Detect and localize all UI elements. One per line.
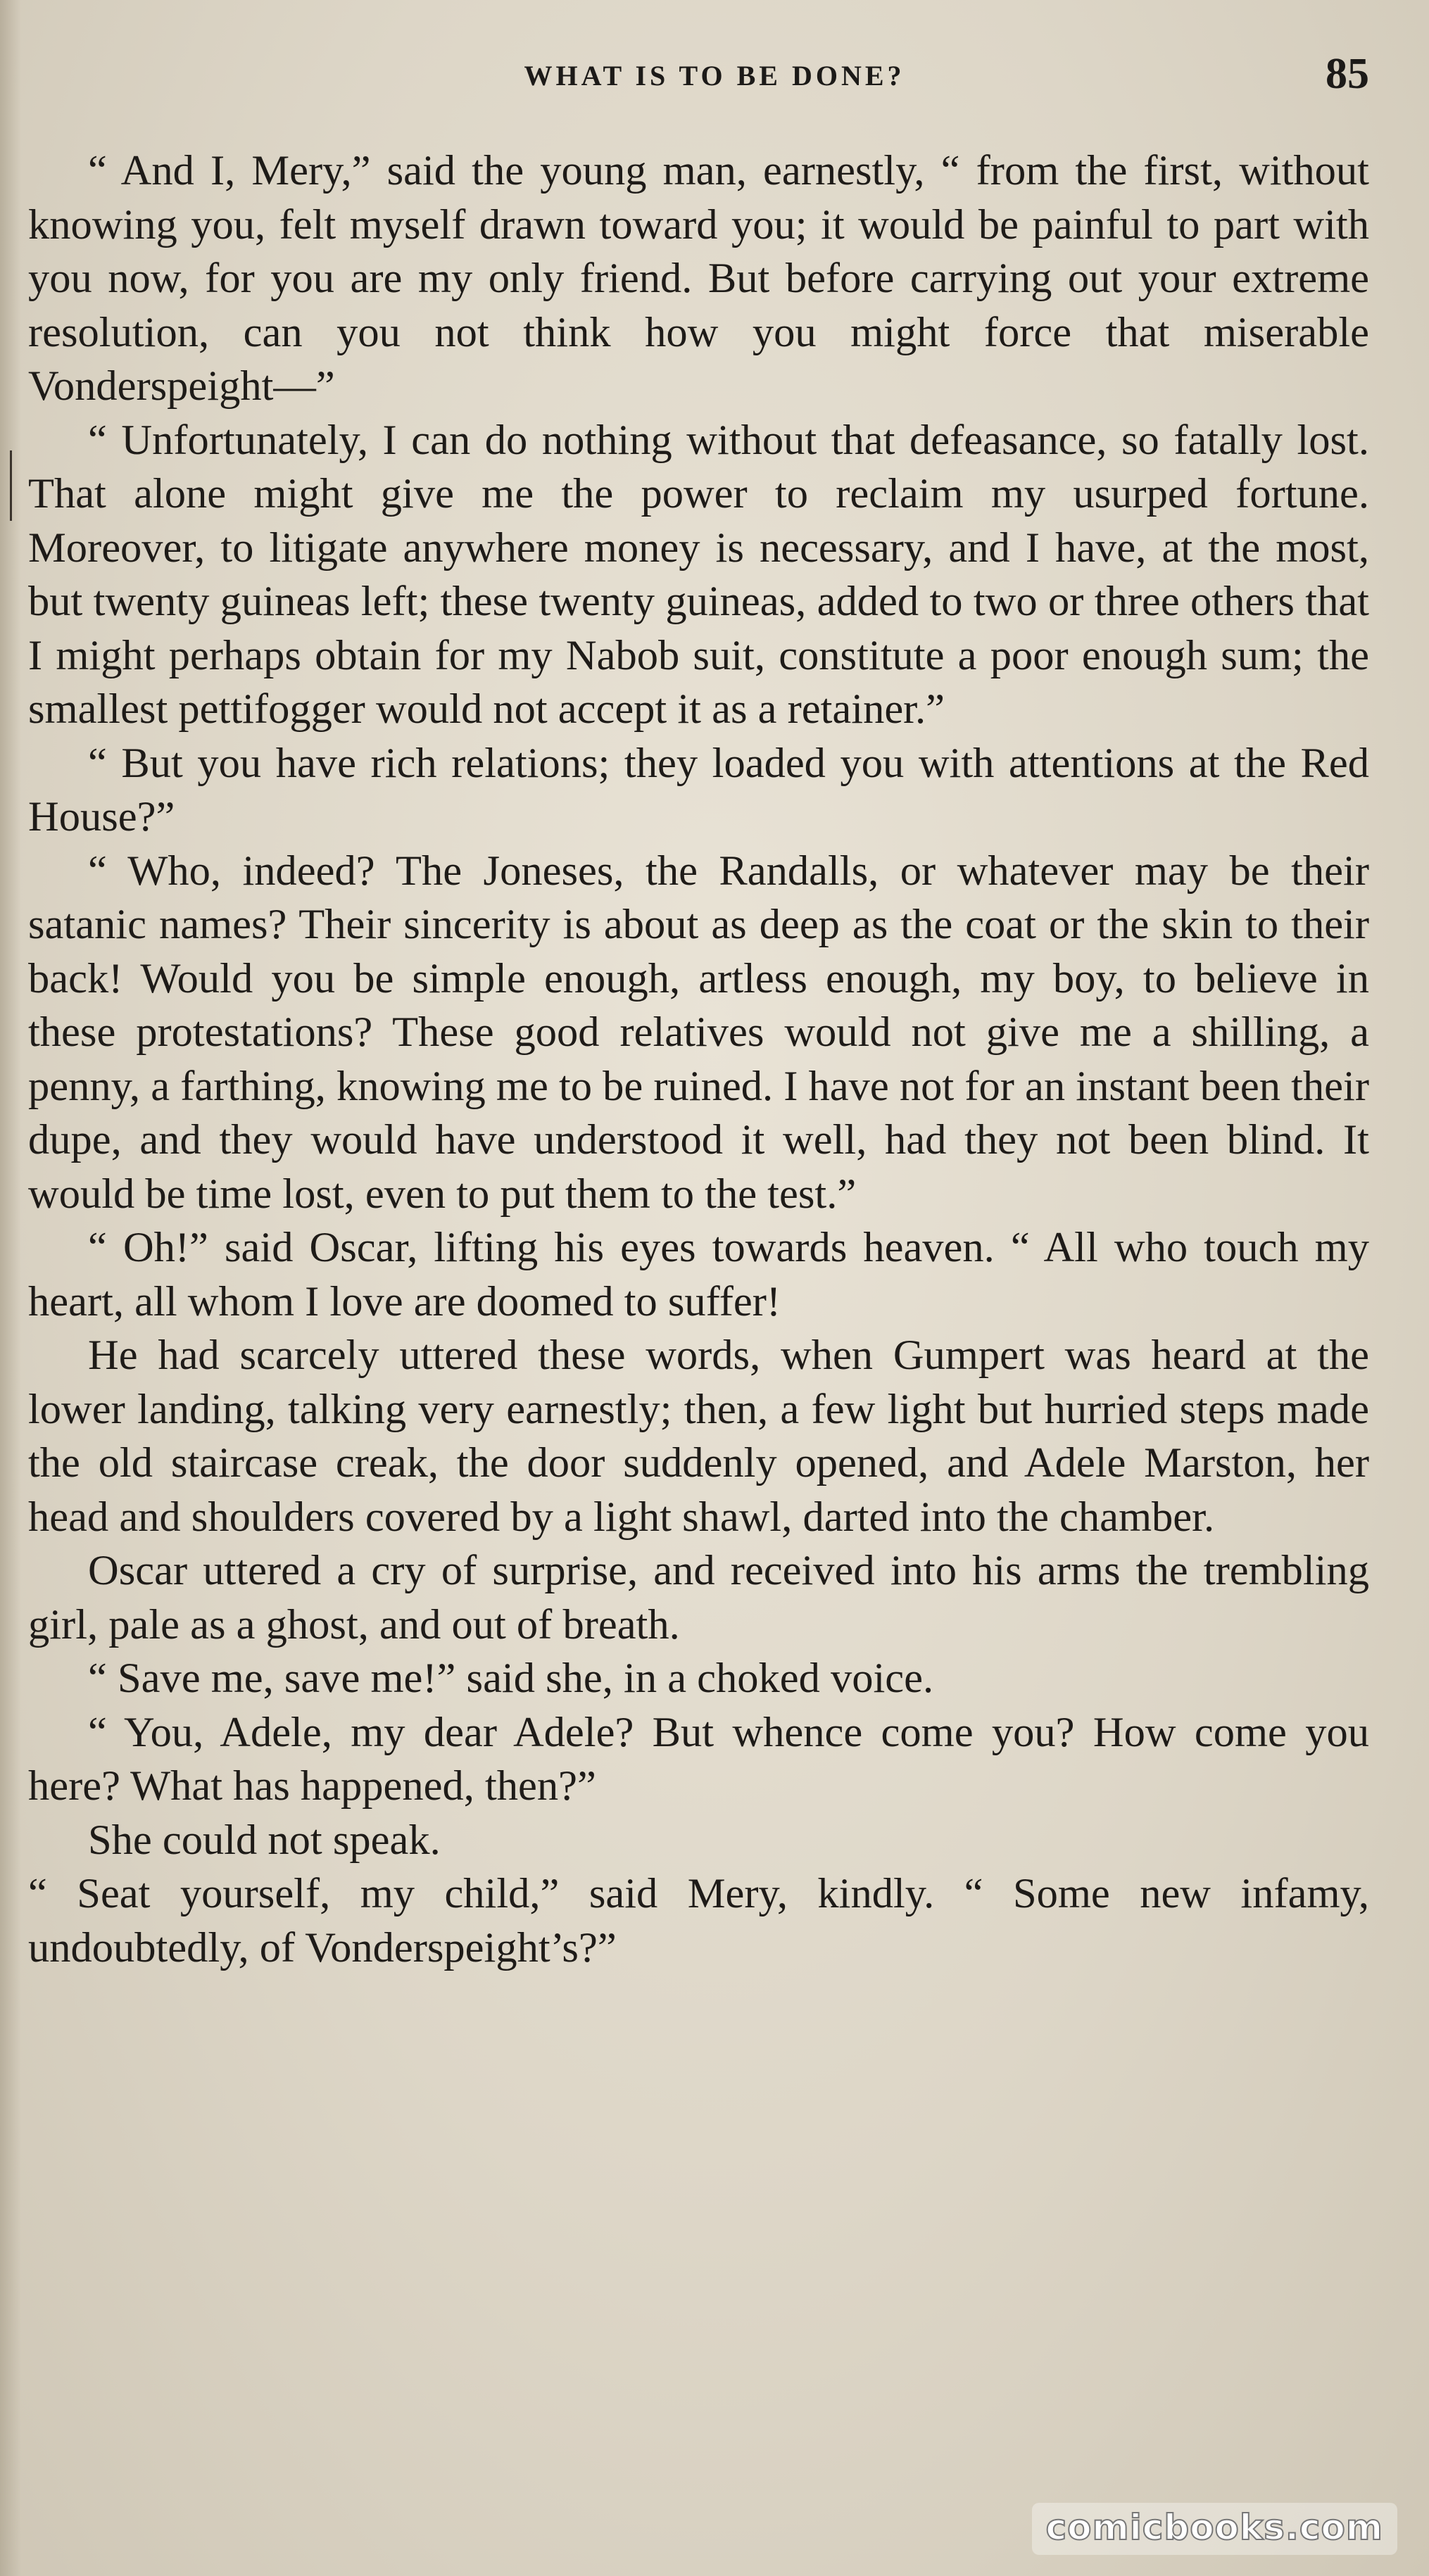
page-header [0, 49, 1429, 120]
paragraph: Oscar uttered a cry of surprise, and received into his arms the trembling girl, pale as a ghost, and out of breath. [28, 1547, 1369, 1648]
paragraph: “ But you have rich relations; they loaded you with attentions at the Red House?” [28, 739, 1369, 840]
page-number: 85 [1326, 50, 1369, 98]
paragraph: “ Who, indeed? The Joneses, the Randalls, or whatever may be their satanic names? Their sincerity is about as deep as the coat or the skin to their back! Would you be simple enough, artless enough, my boy, to believe in these protestations? These good relatives would not give me a shilling, a penny, a farthing, knowing me to be ruined. I have not for an instant been their dupe, and they would have understood it well, had they not been blind. It would be time lost, even to put them to the test.” [28, 847, 1369, 1218]
paragraph: “ Oh!” said Oscar, lifting his eyes towards heaven. “ All who touch my heart, all whom I love are doomed to suffer! [28, 1224, 1369, 1325]
watermark: comicbooks.com [1032, 2503, 1397, 2555]
paragraph: “ Unfortunately, I can do nothing without that defeasance, so fatally lost. That alone might give me the power to reclaim my usurped fortune. Moreover, to litigate anywhere money is necessary, and I have, at the most, but twenty guineas left; these twenty guineas, added to two or three others that I might perhaps obtain for my Nabob suit, constitute a poor enough sum; the smallest pettifogger would not accept it as a retainer.” [28, 416, 1369, 733]
paragraph: She could not speak. [88, 1816, 441, 1864]
margin-mark [10, 450, 12, 521]
paragraph: He had scarcely uttered these words, when Gumpert was heard at the lower landing, talking very earnestly; then, a few light but hurried steps made the old staircase creak, the door suddenly opened, and Adele Marston, her head and shoulders covered by a light shawl, darted into the chamber. [28, 1332, 1369, 1541]
running-head: WHAT IS TO BE DONE? [524, 60, 905, 91]
paragraph: “ Save me, save me!” said she, in a choked voice. [88, 1655, 934, 1702]
paragraph: “ And I, Mery,” said the young man, earnestly, “ from the first, without knowing you, felt myself drawn toward you; it would be painful to part with you now, for you are my only friend. But before carrying out your extreme resolution, can you not think how you might force that miserable Vonderspeight—” [28, 147, 1369, 410]
gutter-shadow [0, 0, 21, 2576]
paragraph: “ You, Adele, my dear Adele? But whence come you? How come you here? What has happened, then?” [28, 1708, 1369, 1810]
paragraph: “ Seat yourself, my child,” said Mery, kindly. “ Some new infamy, undoubtedly, of Vonderspeight’s?” [28, 1870, 1369, 1971]
body-text [28, 144, 1369, 1975]
